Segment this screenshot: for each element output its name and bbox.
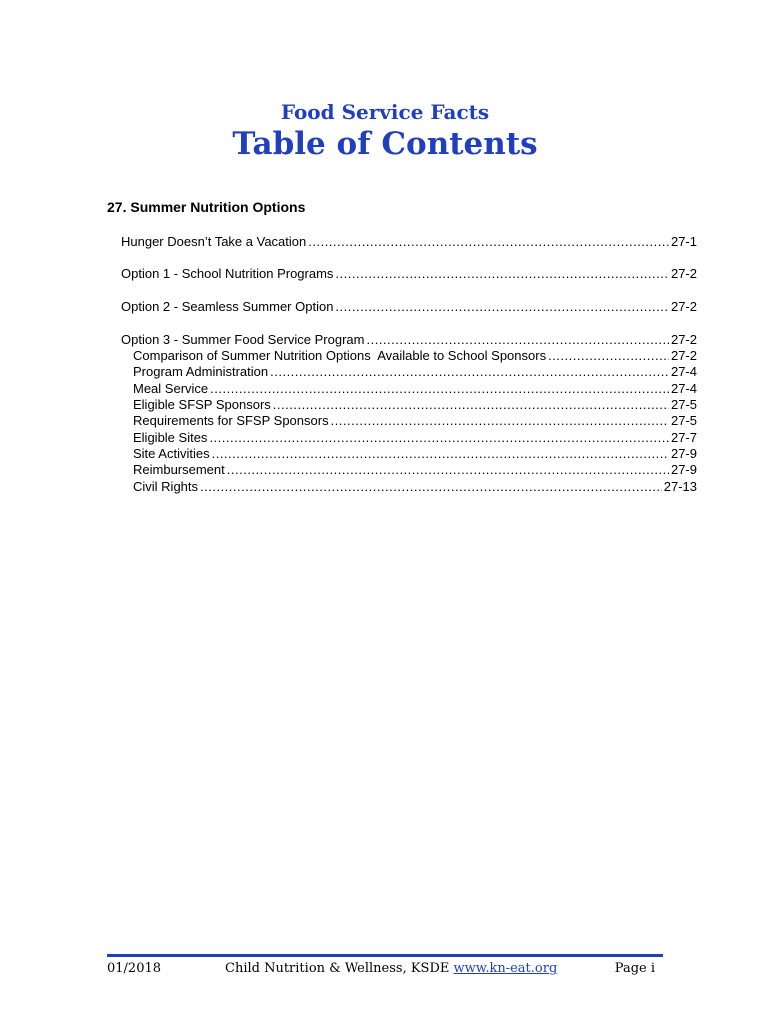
toc-subentry[interactable] (133, 478, 697, 495)
toc-entry-page: 27-4 (670, 364, 697, 379)
document-subtitle: Food Service Facts (280, 100, 490, 124)
toc-leader (212, 445, 669, 462)
toc-entry-page: 27-9 (670, 446, 697, 461)
toc-entry-label: Comparison of Summer Nutrition Options Available to School Sponsors (133, 348, 547, 363)
toc-entry-label: Meal Service (133, 381, 209, 396)
footer-org (225, 961, 557, 976)
toc-entry-label: Civil Rights (133, 479, 199, 494)
toc-leader (209, 429, 669, 446)
footer-org-text: Child Nutrition & Wellness, KSDE (225, 961, 454, 976)
toc-entry-page: 27-9 (670, 462, 697, 477)
toc-entry-page: 27-7 (670, 430, 697, 445)
toc-subentry[interactable] (133, 461, 697, 478)
toc-entry-page: 27-4 (670, 381, 697, 396)
toc-entry-label: Eligible Sites (133, 430, 208, 445)
toc-subentry[interactable] (133, 429, 697, 446)
toc-subentry[interactable] (133, 347, 697, 364)
toc-entry-label: Eligible SFSP Sponsors (133, 397, 271, 412)
toc-leader (335, 265, 669, 282)
page-title: Table of Contents (232, 126, 538, 162)
toc-entry[interactable] (121, 331, 697, 348)
toc-entry-label: Hunger Doesn’t Take a Vacation (121, 234, 307, 249)
section-heading: 27. Summer Nutrition Options (107, 199, 306, 215)
toc-subentry[interactable] (133, 396, 697, 413)
footer-divider (107, 954, 663, 957)
toc-subentry[interactable] (133, 363, 697, 380)
toc-entry-label: Reimbursement (133, 462, 225, 477)
toc-entry-page: 27-2 (670, 332, 697, 347)
toc-subentry[interactable] (133, 445, 697, 462)
toc-leader (210, 380, 669, 397)
toc-entry-page: 27-13 (663, 479, 697, 494)
toc-entry-page: 27-5 (670, 397, 697, 412)
toc-entry-label: Program Administration (133, 364, 269, 379)
toc-entry[interactable] (121, 233, 697, 250)
toc-entry-label: Site Activities (133, 446, 210, 461)
toc-entry-page: 27-5 (670, 413, 697, 428)
toc-entry-label: Requirements for SFSP Sponsors (133, 413, 329, 428)
toc-subentry[interactable] (133, 412, 697, 429)
toc-entry-label: Option 3 - Summer Food Service Program (121, 332, 365, 347)
toc-entry-label: Option 2 - Seamless Summer Option (121, 299, 334, 314)
toc-entry-page: 27-2 (670, 266, 697, 281)
toc-leader (366, 331, 668, 348)
toc-leader (548, 347, 669, 364)
toc-entry[interactable] (121, 265, 697, 282)
footer-date: 01/2018 (107, 961, 162, 976)
toc-entry-page: 27-2 (670, 299, 697, 314)
footer-page-number: Page i (614, 961, 655, 976)
toc-leader (331, 412, 669, 429)
toc-leader (273, 396, 669, 413)
toc-entry[interactable] (121, 298, 697, 315)
toc-entry-page: 27-1 (670, 234, 697, 249)
footer-website-link[interactable]: www.kn-eat.org (453, 961, 558, 976)
toc-leader (270, 363, 669, 380)
toc-leader (335, 298, 669, 315)
toc-leader (227, 461, 669, 478)
toc-entry-page: 27-2 (670, 348, 697, 363)
toc-entry-label: Option 1 - School Nutrition Programs (121, 266, 334, 281)
toc-leader (308, 233, 669, 250)
toc-leader (200, 478, 662, 495)
toc-subentry[interactable] (133, 380, 697, 397)
